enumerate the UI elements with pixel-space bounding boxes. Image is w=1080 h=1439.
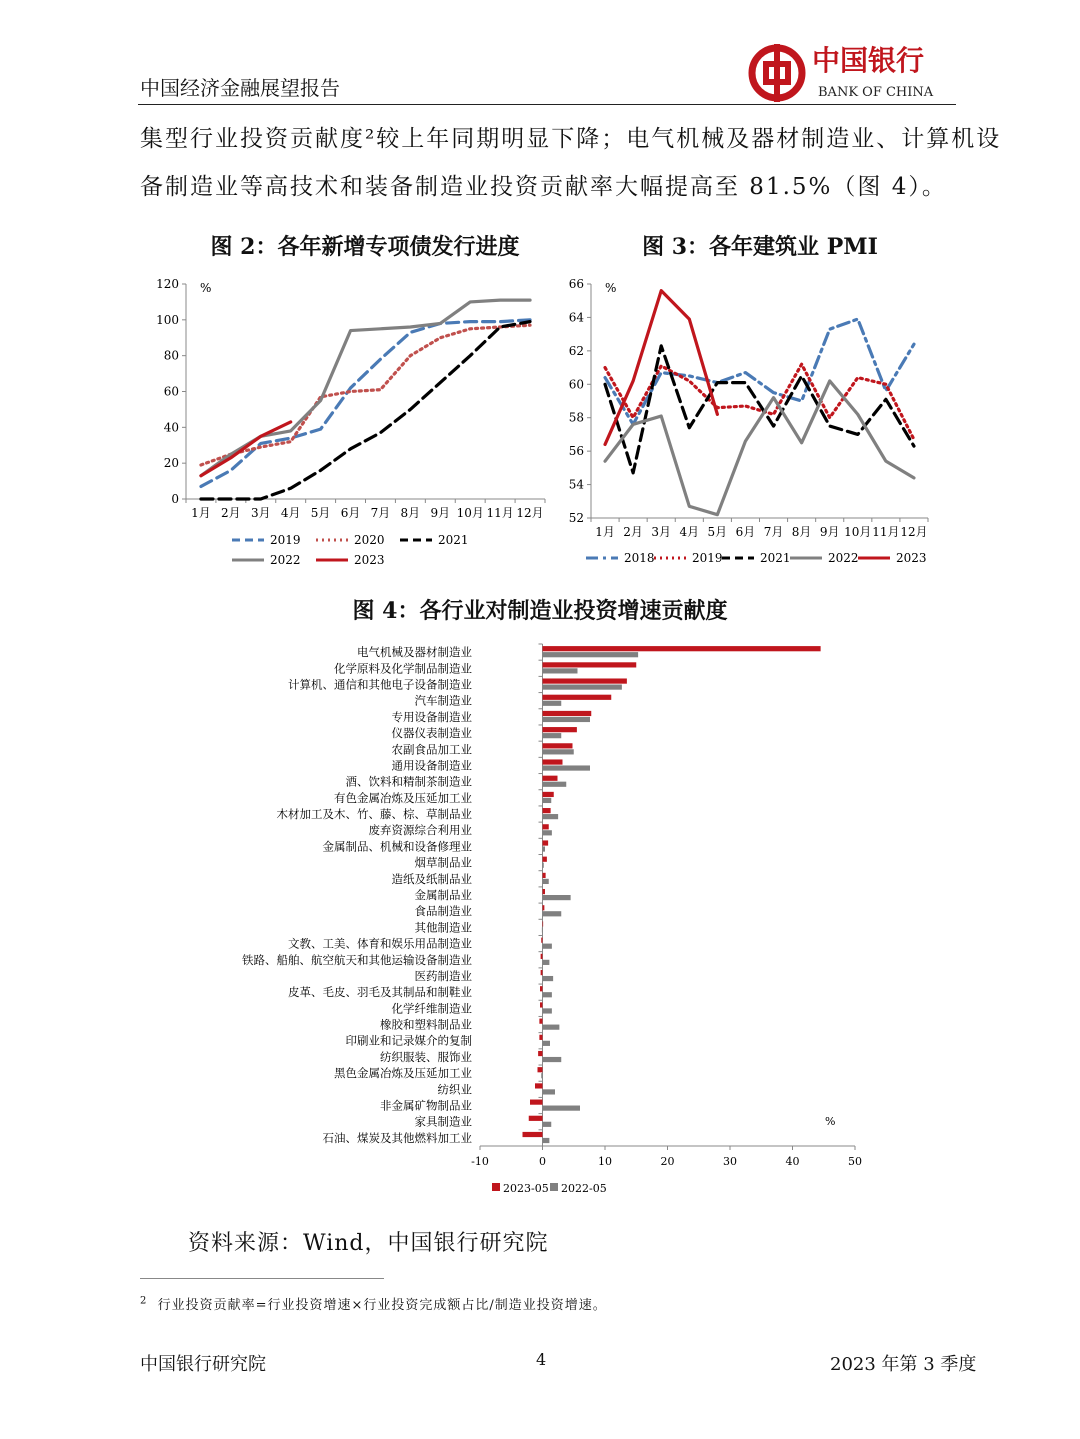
x-tick-label: 40 <box>785 1155 800 1168</box>
figure-3-title: 图 3：各年建筑业 PMI <box>642 234 878 260</box>
bar-2023-05 <box>540 986 543 991</box>
bar-2023-05 <box>543 824 549 829</box>
bar-2023-05 <box>540 1002 543 1007</box>
figure-2-title: 图 2：各年新增专项债发行进度 <box>210 234 520 260</box>
bar-2023-05 <box>535 1083 543 1088</box>
y-tick-label: 60 <box>568 377 584 392</box>
bar-2022-05 <box>543 960 550 965</box>
bar-2023-05 <box>543 873 546 878</box>
y-tick-label: 56 <box>568 444 584 459</box>
footnote <box>140 1294 607 1313</box>
bar-2022-05 <box>543 1122 552 1127</box>
x-tick-label: 4月 <box>679 525 700 539</box>
category-label: 化学纤维制造业 <box>391 1001 472 1016</box>
category-label: 废弃资源综合利用业 <box>368 823 472 838</box>
bar-2023-05 <box>541 954 543 959</box>
x-tick-label: -10 <box>471 1155 489 1168</box>
series-line-2023 <box>201 422 291 476</box>
y-tick-label: 62 <box>568 343 584 358</box>
x-tick-label: 7月 <box>370 506 391 520</box>
bar-2022-05 <box>543 701 562 706</box>
x-tick-label: 10月 <box>456 506 484 520</box>
bar-2023-05 <box>543 921 544 926</box>
bar-2023-05 <box>538 1067 543 1072</box>
bar-2023-05 <box>543 792 554 797</box>
bar-2022-05 <box>541 1073 542 1078</box>
x-tick-label: 3月 <box>651 525 672 539</box>
x-tick-label: 20 <box>660 1155 675 1168</box>
x-tick-label: 3月 <box>250 506 271 520</box>
footer-period: 2023 年第 3 季度 <box>830 1354 977 1375</box>
bar-2022-05 <box>543 895 571 900</box>
x-tick-label: 8月 <box>400 506 421 520</box>
x-tick-label: 9月 <box>430 506 451 520</box>
body-text-line-2: 备制造业等高技术和装备制造业投资贡献率大幅提高至 81.5%（图 4）。 <box>140 174 947 200</box>
category-label: 专用设备制造业 <box>391 709 472 724</box>
figure-4-title: 图 4：各行业对制造业投资增速贡献度 <box>352 598 728 624</box>
category-label: 金属制品、机械和设备修理业 <box>322 839 472 854</box>
bar-2023-05 <box>523 1132 543 1137</box>
category-label: 食品制造业 <box>414 904 472 919</box>
y-tick-label: 40 <box>163 420 179 435</box>
category-label: 造纸及纸制品业 <box>391 871 472 886</box>
bar-2022-05 <box>543 944 552 949</box>
bar-2022-05 <box>543 1041 551 1046</box>
unit-label: % <box>200 281 212 295</box>
x-tick-label: 12月 <box>516 506 544 520</box>
category-label: 烟草制品业 <box>414 855 472 870</box>
bar-2023-05 <box>538 1051 542 1056</box>
bar-2023-05 <box>543 727 577 732</box>
series-line-2022 <box>201 300 530 476</box>
report-title: 中国经济金融展望报告 <box>140 76 340 100</box>
bar-2023-05 <box>543 905 545 910</box>
legend-label-2021: 2021 <box>760 551 791 565</box>
bar-2023-05 <box>539 1035 542 1040</box>
x-tick-label: 50 <box>848 1155 862 1168</box>
category-label: 纺织业 <box>437 1082 472 1097</box>
bar-2022-05 <box>543 765 591 770</box>
x-tick-label: 6月 <box>735 525 756 539</box>
y-tick-label: 66 <box>568 277 584 291</box>
boc-emblem-icon <box>752 44 802 102</box>
category-label: 仪器仪表制造业 <box>391 726 472 741</box>
x-tick-label: 5月 <box>310 506 331 520</box>
bar-2022-05 <box>543 652 639 657</box>
category-label: 有色金属冶炼及压延加工业 <box>334 790 472 805</box>
category-label: 文教、工美、体育和娱乐用品制造业 <box>288 936 472 951</box>
category-label: 木材加工及木、竹、藤、棕、草制品业 <box>276 807 472 822</box>
footnote-text: 行业投资贡献率=行业投资增速×行业投资完成额占比/制造业投资增速。 <box>157 1298 607 1313</box>
category-label: 金属制品业 <box>414 888 472 902</box>
bar-2022-05 <box>543 749 574 754</box>
category-label: 电气机械及器材制造业 <box>357 645 472 660</box>
y-tick-label: 20 <box>163 456 179 471</box>
legend-label-2018: 2018 <box>624 551 655 565</box>
bar-2023-05 <box>543 776 558 781</box>
bar-2022-05 <box>543 782 567 787</box>
y-tick-label: 60 <box>163 384 179 399</box>
x-tick-label: 30 <box>723 1155 737 1168</box>
category-label: 皮革、毛皮、羽毛及其制品和制鞋业 <box>288 985 472 1000</box>
x-tick-label: 11月 <box>486 506 514 520</box>
bar-2023-05 <box>543 695 612 700</box>
source-note: 资料来源：Wind，中国银行研究院 <box>188 1231 549 1256</box>
category-label: 汽车制造业 <box>414 693 472 708</box>
y-tick-label: 80 <box>163 348 179 363</box>
x-tick-label: 11月 <box>872 525 900 539</box>
bar-2023-05 <box>541 938 542 943</box>
footer-org: 中国银行研究院 <box>140 1354 266 1375</box>
bar-2022-05 <box>543 798 552 803</box>
x-tick-label: 6月 <box>340 506 361 520</box>
category-label: 印刷业和记录媒介的复制 <box>345 1033 472 1048</box>
category-label: 非金属矿物制品业 <box>380 1098 472 1113</box>
legend-label-2023: 2023 <box>354 553 385 567</box>
series-line-2022 <box>605 381 914 515</box>
category-label: 黑色金属冶炼及压延加工业 <box>334 1066 472 1081</box>
bar-2022-05 <box>543 976 554 981</box>
bar-2022-05 <box>543 992 552 997</box>
category-label: 家具制造业 <box>414 1114 472 1129</box>
category-label: 农副食品加工业 <box>391 742 472 757</box>
bar-2022-05 <box>543 717 591 722</box>
category-label: 计算机、通信和其他电子设备制造业 <box>288 677 472 692</box>
y-tick-label: 58 <box>568 410 584 425</box>
body-text-line-1: 集型行业投资贡献度²较上年同期明显下降；电气机械及器材制造业、计算机设 <box>140 126 1002 152</box>
chart-special-bond-progress <box>140 270 570 580</box>
category-label: 酒、饮料和精制茶制造业 <box>345 774 472 789</box>
bar-2022-05 <box>543 911 562 916</box>
category-label: 橡胶和塑料制品业 <box>380 1017 472 1032</box>
y-tick-label: 54 <box>568 477 584 492</box>
bar-2023-05 <box>529 1116 543 1121</box>
bar-2022-05 <box>542 927 543 932</box>
bar-2023-05 <box>543 711 592 716</box>
bar-2023-05 <box>543 662 637 667</box>
legend-label-2019: 2019 <box>270 533 301 547</box>
y-tick-label: 0 <box>171 492 179 506</box>
footnote-number: 2 <box>140 1295 148 1307</box>
bar-2022-05 <box>543 684 622 689</box>
category-label: 通用设备制造业 <box>391 758 472 773</box>
category-label: 石油、煤炭及其他燃料加工业 <box>322 1130 472 1145</box>
bar-2023-05 <box>543 678 627 683</box>
page-number: 4 <box>536 1350 547 1369</box>
y-tick-label: 64 <box>568 310 584 325</box>
bar-2023-05 <box>543 743 573 748</box>
x-tick-label: 1月 <box>191 506 211 520</box>
chart-construction-pmi <box>550 270 950 580</box>
legend-label-2021: 2021 <box>438 533 469 547</box>
bar-2023-05 <box>543 808 551 813</box>
x-tick-label: 10 <box>598 1155 612 1168</box>
bar-2022-05 <box>543 1025 560 1030</box>
y-tick-label: 120 <box>156 277 179 291</box>
x-tick-label: 4月 <box>280 506 301 520</box>
logo-text: 中国银行 <box>812 44 925 77</box>
x-tick-label: 7月 <box>763 525 784 539</box>
bar-2023-05 <box>543 889 546 894</box>
bar-2022-05 <box>543 846 546 851</box>
x-tick-label: 5月 <box>707 525 728 539</box>
y-tick-label: 52 <box>568 511 584 525</box>
unit-label: % <box>825 1115 836 1128</box>
bar-2023-05 <box>543 840 549 845</box>
bar-2023-05 <box>530 1100 543 1105</box>
y-tick-label: 100 <box>156 312 179 327</box>
footnote-rule <box>140 1278 384 1279</box>
category-label: 纺织服装、服饰业 <box>380 1049 472 1064</box>
bar-2022-05 <box>543 814 559 819</box>
bar-2022-05 <box>543 830 552 835</box>
x-tick-label: 0 <box>539 1155 546 1168</box>
legend-label-2023-05: 2023-05 <box>503 1182 549 1195</box>
x-tick-label: 1月 <box>595 525 615 539</box>
bar-2023-05 <box>541 970 543 975</box>
x-tick-label: 12月 <box>900 525 928 539</box>
bar-2023-05 <box>543 857 547 862</box>
legend-label-2023: 2023 <box>896 551 927 565</box>
bar-2022-05 <box>543 1089 556 1094</box>
series-line-2021 <box>201 322 530 499</box>
bar-2023-05 <box>543 759 563 764</box>
legend-label-2020: 2020 <box>354 533 385 547</box>
bar-2022-05 <box>543 863 544 868</box>
bar-2022-05 <box>543 1057 562 1062</box>
category-label: 医药制造业 <box>414 968 472 983</box>
bar-2022-05 <box>543 1008 552 1013</box>
header-rule <box>138 104 956 105</box>
legend-label-2022: 2022 <box>270 553 301 567</box>
legend-label-2022-05: 2022-05 <box>561 1182 607 1195</box>
legend-label-2019: 2019 <box>692 551 723 565</box>
unit-label: % <box>605 281 617 295</box>
x-tick-label: 2月 <box>623 525 643 539</box>
category-label: 化学原料及化学制品制造业 <box>334 661 472 676</box>
x-tick-label: 8月 <box>791 525 812 539</box>
bank-of-china-logo <box>748 42 958 104</box>
bar-2022-05 <box>543 879 549 884</box>
legend-swatch-2023-05 <box>492 1183 500 1191</box>
category-label: 铁路、船舶、航空航天和其他运输设备制造业 <box>242 952 472 967</box>
bar-2022-05 <box>543 1106 581 1111</box>
bar-2022-05 <box>543 733 562 738</box>
legend-label-2022: 2022 <box>828 551 859 565</box>
logo-subtitle: BANK OF CHINA <box>818 85 934 100</box>
x-tick-label: 10月 <box>844 525 872 539</box>
chart-industry-contribution <box>140 636 900 1206</box>
bar-2022-05 <box>543 668 578 673</box>
category-label: 其他制造业 <box>414 920 472 935</box>
x-tick-label: 2月 <box>221 506 241 520</box>
legend-swatch-2022-05 <box>550 1183 558 1191</box>
bar-2022-05 <box>543 1138 550 1143</box>
bar-2023-05 <box>543 646 821 651</box>
x-tick-label: 9月 <box>819 525 840 539</box>
bar-2023-05 <box>539 1019 542 1024</box>
